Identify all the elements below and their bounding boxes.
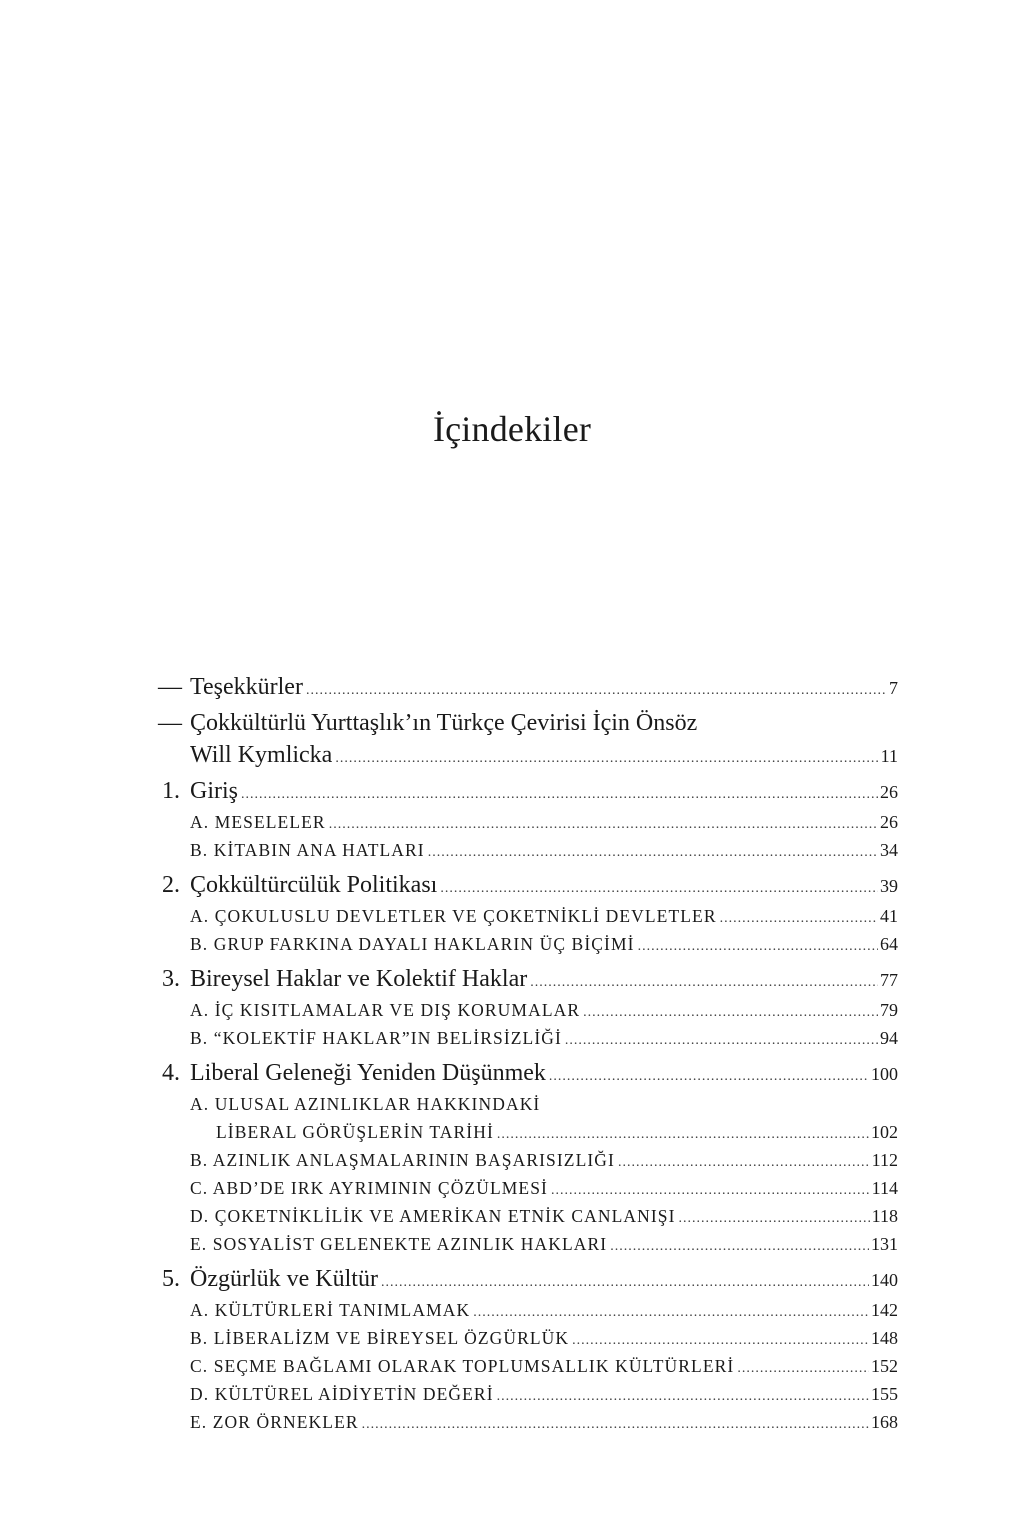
dot-leader <box>362 1411 869 1439</box>
toc-chapter-5 <box>158 1262 898 1436</box>
section-title: B. “KOLEKTİF HAKLAR”IN BELİRSİZLİĞİ <box>190 1028 562 1048</box>
toc-page-number: 64 <box>880 934 898 954</box>
chapter-title: Özgürlük ve Kültür <box>190 1266 378 1292</box>
toc-page-number: 112 <box>871 1150 898 1170</box>
toc-page-number: 142 <box>871 1300 898 1320</box>
dot-leader <box>618 1149 870 1177</box>
toc-page-number: 100 <box>871 1064 898 1084</box>
toc-section[interactable] <box>158 1174 898 1202</box>
toc-dash: — <box>158 674 182 700</box>
toc-section[interactable] <box>158 1202 898 1230</box>
section-title: B. AZINLIK ANLAŞMALARININ BAŞARISIZLIĞI <box>190 1150 615 1170</box>
dot-leader <box>572 1327 869 1355</box>
toc-page-number: 148 <box>871 1328 898 1348</box>
toc-page-number: 41 <box>880 906 898 926</box>
chapter-number: 5. <box>162 1266 180 1292</box>
toc-page-number: 26 <box>880 782 898 802</box>
toc-section[interactable] <box>158 902 898 930</box>
section-title: A. MESELELER <box>190 812 326 832</box>
dot-leader <box>549 1060 869 1094</box>
toc-section[interactable] <box>158 996 898 1024</box>
dot-leader <box>551 1177 870 1205</box>
page-title: İçindekiler <box>432 409 592 449</box>
toc-chapter-2 <box>158 868 898 958</box>
toc-section[interactable] <box>158 1408 898 1436</box>
section-title: C. ABD’DE IRK AYRIMININ ÇÖZÜLMESİ <box>190 1178 548 1198</box>
dot-leader <box>335 744 878 774</box>
toc-section[interactable] <box>158 930 898 958</box>
toc-chapter-heading[interactable] <box>158 962 898 996</box>
dot-leader <box>329 811 878 839</box>
toc-section[interactable] <box>158 1230 898 1258</box>
section-title: D. KÜLTÜREL AİDİYETİN DEĞERİ <box>190 1384 494 1404</box>
toc-section[interactable] <box>158 1352 898 1380</box>
section-title: B. GRUP FARKINA DAYALI HAKLARIN ÜÇ BİÇİMİ <box>190 934 635 954</box>
section-title: B. KİTABIN ANA HATLARI <box>190 840 425 860</box>
toc-entry-line <box>158 740 898 770</box>
section-title: A. ULUSAL AZINLIKLAR HAKKINDAKİ <box>190 1094 541 1114</box>
dot-leader <box>497 1121 869 1149</box>
section-title: A. İÇ KISITLAMALAR VE DIŞ KORUMALAR <box>190 1000 581 1020</box>
toc-section-line <box>158 1118 898 1146</box>
toc-page-number: 131 <box>871 1234 898 1254</box>
dot-leader <box>720 905 878 933</box>
dot-leader <box>583 999 878 1027</box>
chapter-title: Giriş <box>190 778 238 804</box>
toc-section-line <box>158 1090 898 1118</box>
toc-entry-preface[interactable] <box>158 706 898 770</box>
toc-section[interactable] <box>158 1380 898 1408</box>
dot-leader <box>610 1233 869 1261</box>
toc-page-number: 11 <box>880 746 898 766</box>
toc-chapter-heading[interactable] <box>158 774 898 808</box>
toc-entry-title: Teşekkürler <box>190 674 303 700</box>
section-title: E. ZOR ÖRNEKLER <box>190 1412 359 1432</box>
toc-entry-title: Çokkültürlü Yurttaşlık’ın Türkçe Çevirisi İçin Önsöz <box>190 710 698 736</box>
toc-section[interactable] <box>158 1024 898 1052</box>
dot-leader <box>530 966 878 1000</box>
toc-entry-acknowledgements[interactable] <box>158 672 898 703</box>
dot-leader <box>638 933 878 961</box>
chapter-number: 3. <box>162 966 180 992</box>
toc-page-number: 102 <box>871 1122 898 1142</box>
toc-entry-line <box>158 706 898 740</box>
toc-page-number: 94 <box>880 1028 898 1048</box>
chapter-number: 1. <box>162 778 180 804</box>
toc-section[interactable] <box>158 808 898 836</box>
section-title: D. ÇOKETNİKLİLİK VE AMERİKAN ETNİK CANLANIŞI <box>190 1206 676 1226</box>
section-title: A. KÜLTÜRLERİ TANIMLAMAK <box>190 1300 471 1320</box>
dot-leader <box>381 1266 869 1300</box>
toc-chapter-heading[interactable] <box>158 868 898 902</box>
dot-leader <box>565 1027 878 1055</box>
toc-chapter-heading[interactable] <box>158 1262 898 1296</box>
toc-page-number: 114 <box>871 1178 898 1198</box>
section-title: C. SEÇME BAĞLAMI OLARAK TOPLUMSALLIK KÜLTÜRLERİ <box>190 1356 735 1376</box>
toc-page-number: 155 <box>871 1384 898 1404</box>
toc-entry-author: Will Kymlicka <box>190 742 333 768</box>
dot-leader <box>473 1299 869 1327</box>
chapter-number: 4. <box>162 1060 180 1086</box>
toc-page-number: 168 <box>871 1412 898 1432</box>
toc-page-number: 34 <box>880 840 898 860</box>
chapter-title: Liberal Geleneği Yeniden Düşünmek <box>190 1060 546 1086</box>
dot-leader <box>428 839 878 867</box>
dot-leader <box>497 1383 869 1411</box>
section-title: E. SOSYALİST GELENEKTE AZINLIK HAKLARI <box>190 1234 608 1254</box>
toc-page-number: 77 <box>880 970 898 990</box>
dot-leader <box>306 675 887 706</box>
section-title-continued: LİBERAL GÖRÜŞLERİN TARİHİ <box>216 1122 494 1142</box>
toc-chapter-4 <box>158 1056 898 1258</box>
dot-leader <box>440 872 878 906</box>
toc-page-number: 79 <box>880 1000 898 1020</box>
chapter-title: Bireysel Haklar ve Kolektif Haklar <box>190 966 528 992</box>
chapter-title: Çokkültürcülük Politikası <box>190 872 438 898</box>
toc-page-number: 140 <box>871 1270 898 1290</box>
toc-page-number: 7 <box>889 678 898 698</box>
dot-leader <box>737 1355 869 1383</box>
section-title: B. LİBERALİZM VE BİREYSEL ÖZGÜRLÜK <box>190 1328 570 1348</box>
toc-page-number: 39 <box>880 876 898 896</box>
toc-page-number: 26 <box>880 812 898 832</box>
toc-section[interactable] <box>158 1324 898 1352</box>
dot-leader <box>241 778 878 812</box>
toc-section[interactable] <box>158 1296 898 1324</box>
toc-page-number: 118 <box>871 1206 898 1226</box>
toc-chapter-3 <box>158 962 898 1052</box>
toc-chapter-1 <box>158 774 898 864</box>
toc-chapter-heading[interactable] <box>158 1056 898 1090</box>
dot-leader <box>679 1205 870 1233</box>
toc-page-number: 152 <box>871 1356 898 1376</box>
chapter-number: 2. <box>162 872 180 898</box>
toc-section[interactable] <box>158 1090 898 1146</box>
toc-section[interactable] <box>158 1146 898 1174</box>
table-of-contents <box>158 672 898 1436</box>
toc-section[interactable] <box>158 836 898 864</box>
toc-dash: — <box>158 710 182 736</box>
section-title: A. ÇOKULUSLU DEVLETLER VE ÇOKETNİKLİ DEVLETLER <box>190 906 717 926</box>
